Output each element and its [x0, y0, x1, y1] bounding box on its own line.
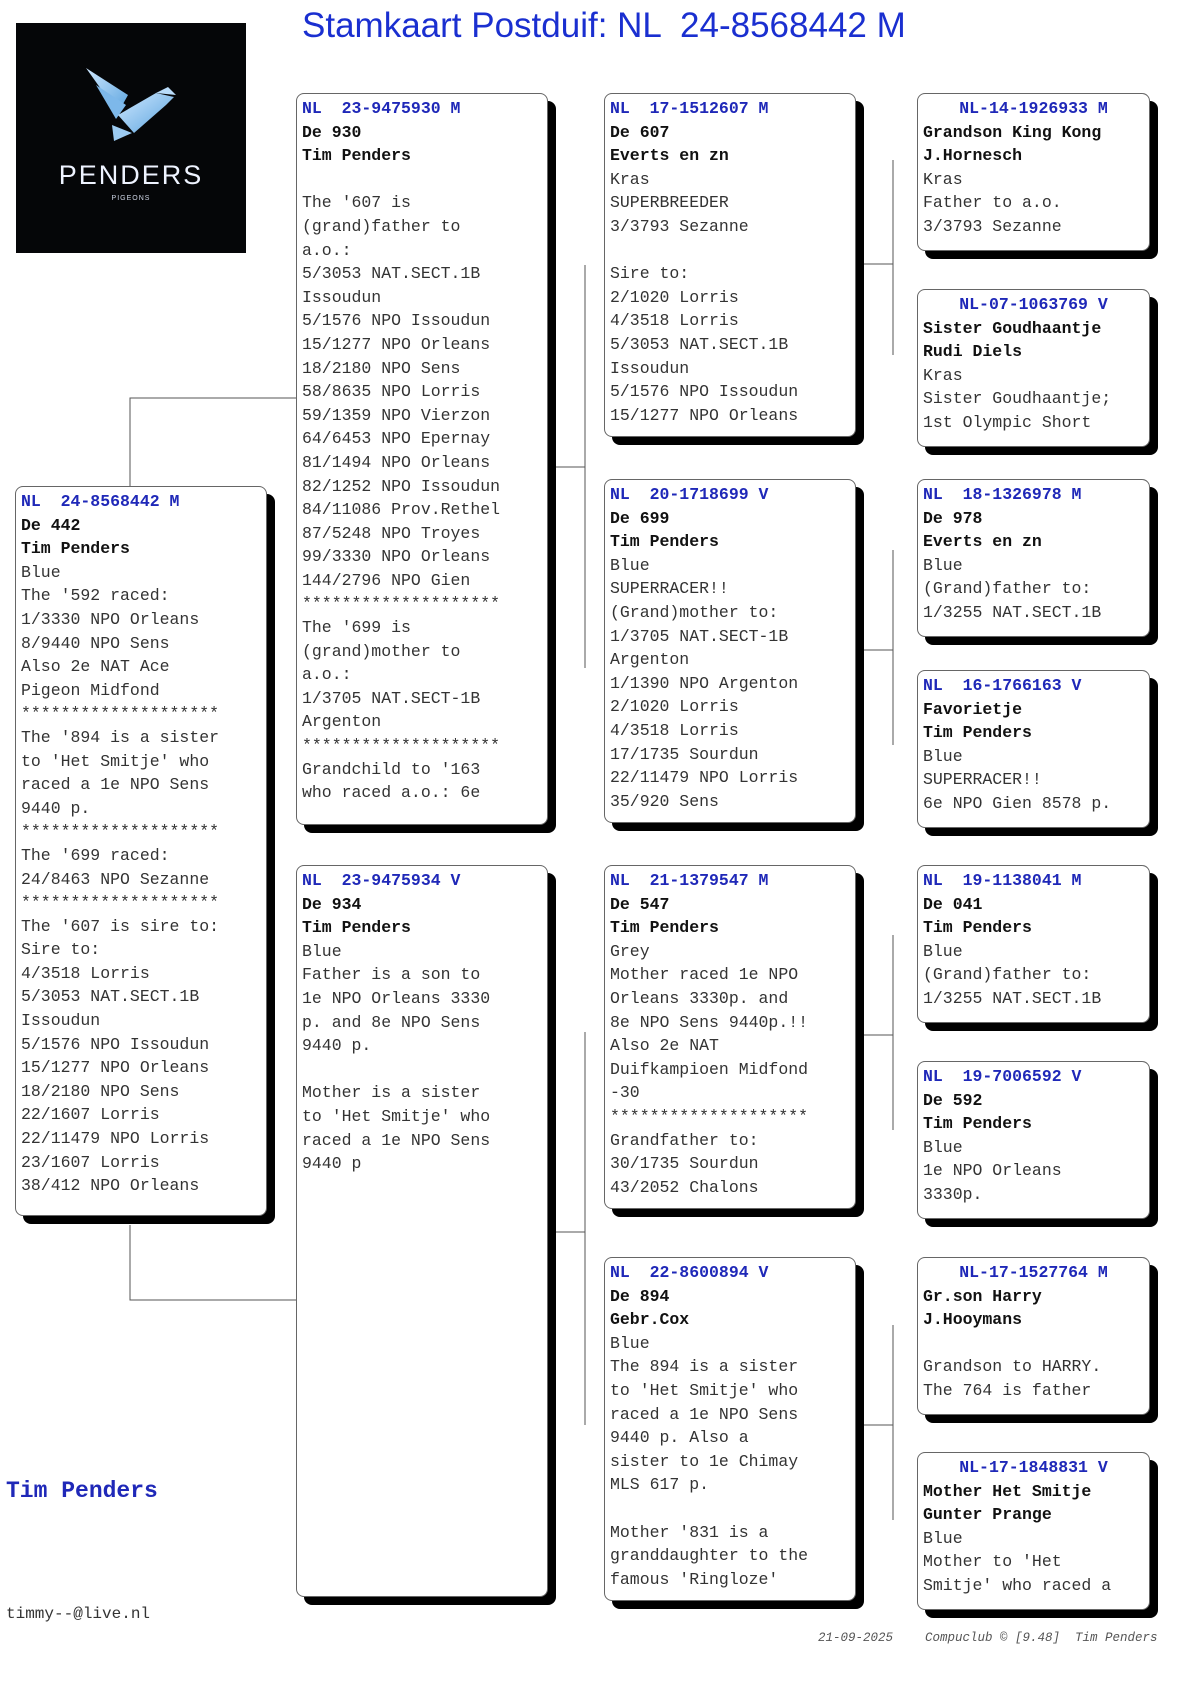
pigeon-name: De 934: [302, 894, 362, 914]
info-line: 1st Olympic Short: [923, 412, 1092, 432]
info-line: 64/6453 NPO Epernay: [302, 429, 491, 449]
pigeon-owner: Tim Penders: [302, 918, 411, 938]
info-line: (Grand)mother to:: [610, 602, 779, 622]
pigeon-name: De 930: [302, 122, 362, 142]
pigeon-owner: Everts en zn: [610, 146, 729, 166]
info-line: 2/1020 Lorris: [610, 287, 739, 307]
info-line: Father is a son to: [302, 965, 481, 985]
info-line: 1e NPO Orleans 3330: [302, 988, 491, 1008]
info-line: The '699 raced:: [21, 845, 170, 865]
info-line: Blue: [610, 555, 650, 575]
info-line: Mother is a sister: [302, 1083, 481, 1103]
info-line: 8/9440 NPO Sens: [21, 633, 170, 653]
info-line: who raced a.o.: 6e: [302, 783, 481, 803]
info-line: 5/1576 NPO Issoudun: [610, 382, 799, 402]
pigeon-card-sire: [296, 93, 548, 825]
info-line: Kras: [923, 169, 963, 189]
pigeon-card-sire-dam: [604, 479, 856, 823]
pigeon-owner: J.Hornesch: [923, 146, 1023, 166]
pigeon-name: Mother Het Smitje: [923, 1481, 1092, 1501]
info-line: ********************: [21, 822, 220, 842]
info-line: 17/1735 Sourdun: [610, 744, 759, 764]
pigeon-card-dam-sire: [604, 865, 856, 1209]
pigeon-card-dam-dam: [604, 1257, 856, 1601]
info-line: 82/1252 NPO Issoudun: [302, 476, 501, 496]
info-line: Sire to:: [21, 940, 101, 960]
info-line: Issoudun: [610, 358, 690, 378]
info-line: Kras: [610, 169, 650, 189]
info-line: SUPERBREEDER: [610, 193, 729, 213]
info-line: Sister Goudhaantje;: [923, 389, 1112, 409]
info-line: 84/11086 Prov.Rethel: [302, 500, 501, 520]
info-line: ********************: [21, 893, 220, 913]
info-line: (Grand)father to:: [923, 965, 1092, 985]
info-line: (grand)mother to: [302, 641, 461, 661]
info-line: Sire to:: [610, 264, 690, 284]
info-line: 1e NPO Orleans: [923, 1161, 1062, 1181]
ring-number: NL-17-1527764 M: [959, 1263, 1108, 1282]
info-line: Blue: [21, 562, 61, 582]
info-line: 4/3518 Lorris: [21, 963, 150, 983]
info-line: Father to a.o.: [923, 193, 1062, 213]
info-line: Argenton: [610, 650, 690, 670]
info-line: 59/1359 NPO Vierzon: [302, 405, 491, 425]
info-line: 9440 p.: [302, 1036, 372, 1056]
info-line: raced a 1e NPO Sens: [21, 775, 210, 795]
pigeon-name: De 041: [923, 894, 983, 914]
info-line: Blue: [923, 941, 963, 961]
owner-name: Tim Penders: [6, 1478, 158, 1504]
ring-number: NL 21-1379547 M: [610, 871, 769, 890]
info-line: 5/3053 NAT.SECT.1B: [610, 334, 789, 354]
info-line: 87/5248 NPO Troyes: [302, 523, 481, 543]
pigeon-name: De 442: [21, 515, 81, 535]
ring-number: NL 18-1326978 M: [923, 485, 1082, 504]
info-line: Issoudun: [21, 1011, 101, 1031]
info-line: 35/920 Sens: [610, 791, 719, 811]
pigeon-name: Favorietje: [923, 699, 1023, 719]
info-line: Blue: [302, 941, 342, 961]
info-line: The '607 is sire to:: [21, 916, 220, 936]
info-line: 43/2052 Chalons: [610, 1177, 759, 1197]
info-line: 1/3255 NAT.SECT.1B: [923, 602, 1102, 622]
info-line: ********************: [302, 736, 501, 756]
info-line: Blue: [923, 555, 963, 575]
info-line: Blue: [923, 1137, 963, 1157]
pigeon-owner: Gebr.Cox: [610, 1310, 690, 1330]
info-line: 9440 p. Also a: [610, 1428, 749, 1448]
pigeon-card-ss-sire: [917, 93, 1150, 251]
ring-number: NL 17-1512607 M: [610, 99, 769, 118]
info-line: (Grand)father to:: [923, 579, 1092, 599]
software-credit: Compuclub © [9.48] Tim Penders: [925, 1631, 1158, 1645]
pigeon-owner: Tim Penders: [923, 723, 1032, 743]
info-line: raced a 1e NPO Sens: [610, 1404, 799, 1424]
info-line: a.o.:: [302, 240, 352, 260]
info-line: a.o.:: [302, 665, 352, 685]
ring-number: NL 19-1138041 M: [923, 871, 1082, 890]
ring-number: NL 24-8568442 M: [21, 492, 180, 511]
info-line: 30/1735 Sourdun: [610, 1154, 759, 1174]
info-line: MLS 617 p.: [610, 1475, 710, 1495]
info-line: 24/8463 NPO Sezanne: [21, 869, 210, 889]
info-line: 3330p.: [923, 1184, 983, 1204]
pigeon-name: De 699: [610, 508, 670, 528]
info-line: Smitje' who raced a: [923, 1575, 1112, 1595]
pigeon-name: De 978: [923, 508, 983, 528]
info-line: granddaughter to the: [610, 1546, 809, 1566]
info-line: Orleans 3330p. and: [610, 988, 789, 1008]
info-line: 4/3518 Lorris: [610, 311, 739, 331]
info-line: [923, 1332, 1144, 1356]
info-line: (grand)father to: [302, 216, 461, 236]
info-line: Mother '831 is a: [610, 1522, 769, 1542]
info-line: SUPERRACER!!: [923, 770, 1042, 790]
info-line: 23/1607 Lorris: [21, 1152, 160, 1172]
pigeon-card-ss-dam: [917, 289, 1150, 447]
info-line: 3/3793 Sezanne: [610, 216, 749, 236]
ring-number: NL 23-9475934 V: [302, 871, 461, 890]
pigeon-card-ds-sire: [917, 865, 1150, 1023]
info-line: famous 'Ringloze': [610, 1569, 779, 1589]
info-line: The '607 is: [302, 193, 411, 213]
info-line: p. and 8e NPO Sens: [302, 1012, 481, 1032]
pigeon-owner: Tim Penders: [302, 146, 411, 166]
ring-number: NL 23-9475930 M: [302, 99, 461, 118]
info-line: 9440 p: [302, 1154, 362, 1174]
info-line: 22/11479 NPO Lorris: [21, 1129, 210, 1149]
page-title: Stamkaart Postduif: NL 24-8568442 M: [302, 6, 906, 45]
pigeon-card-sd-dam: [917, 670, 1150, 828]
info-line: 1/3255 NAT.SECT.1B: [923, 988, 1102, 1008]
pigeon-card-dd-sire: [917, 1257, 1150, 1415]
info-line: [610, 1497, 850, 1521]
pigeon-owner: J.Hooymans: [923, 1310, 1023, 1330]
pigeon-name: Sister Goudhaantje: [923, 318, 1102, 338]
pigeon-card-dam: [296, 865, 548, 1597]
info-line: Also 2e NAT Ace: [21, 657, 170, 677]
ring-number: NL 16-1766163 V: [923, 676, 1082, 695]
pigeon-name: Grandson King Kong: [923, 122, 1102, 142]
info-line: 22/11479 NPO Lorris: [610, 768, 799, 788]
pigeon-owner: Tim Penders: [923, 918, 1032, 938]
info-line: Mother raced 1e NPO: [610, 965, 799, 985]
pigeon-owner: Tim Penders: [610, 532, 719, 552]
info-line: 15/1277 NPO Orleans: [302, 334, 491, 354]
info-line: Kras: [923, 365, 963, 385]
info-line: The 894 is a sister: [610, 1357, 799, 1377]
info-line: ********************: [21, 704, 220, 724]
info-line: [302, 1058, 542, 1082]
pigeon-card-ds-dam: [917, 1061, 1150, 1219]
pigeon-owner: Tim Penders: [923, 1114, 1032, 1134]
pigeon-card-sire-sire: [604, 93, 856, 437]
info-line: Pigeon Midfond: [21, 680, 160, 700]
info-line: Duifkampioen Midfond: [610, 1059, 809, 1079]
info-line: 5/3053 NAT.SECT.1B: [21, 987, 200, 1007]
info-line: ********************: [610, 1106, 809, 1126]
info-line: 15/1277 NPO Orleans: [21, 1058, 210, 1078]
info-line: 1/3705 NAT.SECT-1B: [610, 626, 789, 646]
info-line: 81/1494 NPO Orleans: [302, 452, 491, 472]
pigeon-card-subject: [15, 486, 267, 1216]
info-line: 4/3518 Lorris: [610, 720, 739, 740]
info-line: 5/3053 NAT.SECT.1B: [302, 264, 481, 284]
pigeon-owner: Gunter Prange: [923, 1505, 1052, 1525]
info-line: 1/1390 NPO Argenton: [610, 673, 799, 693]
owner-email: timmy--@live.nl: [6, 1605, 151, 1623]
ring-number: NL-07-1063769 V: [959, 295, 1108, 314]
info-line: Blue: [923, 746, 963, 766]
info-line: The '592 raced:: [21, 586, 170, 606]
ring-number: NL 19-7006592 V: [923, 1067, 1082, 1086]
info-line: 9440 p.: [21, 798, 91, 818]
info-line: 18/2180 NPO Sens: [21, 1081, 180, 1101]
logo-name: PENDERS: [58, 160, 204, 190]
info-line: 2/1020 Lorris: [610, 697, 739, 717]
info-line: The 764 is father: [923, 1380, 1092, 1400]
info-line: 3/3793 Sezanne: [923, 216, 1062, 236]
info-line: 1/3705 NAT.SECT-1B: [302, 688, 481, 708]
info-line: Mother to 'Het: [923, 1552, 1062, 1572]
pigeon-name: De 592: [923, 1090, 983, 1110]
info-line: [302, 168, 542, 192]
pigeon-owner: Tim Penders: [610, 918, 719, 938]
pigeon-name: De 547: [610, 894, 670, 914]
info-line: Argenton: [302, 712, 382, 732]
info-line: 5/1576 NPO Issoudun: [21, 1034, 210, 1054]
logo-subtitle: PIGEONS: [111, 195, 151, 202]
ring-number: NL-14-1926933 M: [959, 99, 1108, 118]
pigeon-owner: Everts en zn: [923, 532, 1042, 552]
info-line: sister to 1e Chimay: [610, 1451, 799, 1471]
info-line: 8e NPO Sens 9440p.!!: [610, 1012, 809, 1032]
info-line: 18/2180 NPO Sens: [302, 358, 461, 378]
pigeon-card-sd-sire: [917, 479, 1150, 637]
info-line: 6e NPO Gien 8578 p.: [923, 793, 1112, 813]
info-line: Grandson to HARRY.: [923, 1357, 1102, 1377]
info-line: ********************: [302, 594, 501, 614]
info-line: 15/1277 NPO Orleans: [610, 405, 799, 425]
pigeon-name: De 607: [610, 122, 670, 142]
info-line: Grandfather to:: [610, 1130, 759, 1150]
info-line: Grandchild to '163: [302, 759, 481, 779]
info-line: SUPERRACER!!: [610, 579, 729, 599]
pigeon-owner: Rudi Diels: [923, 342, 1023, 362]
info-line: to 'Het Smitje' who: [302, 1106, 491, 1126]
pigeon-card-dd-dam: [917, 1452, 1150, 1610]
info-line: The '894 is a sister: [21, 727, 220, 747]
info-line: Blue: [923, 1528, 963, 1548]
print-date: 21-09-2025: [818, 1631, 894, 1645]
info-line: 22/1607 Lorris: [21, 1105, 160, 1125]
info-line: Blue: [610, 1333, 650, 1353]
info-line: Grey: [610, 941, 650, 961]
info-line: 58/8635 NPO Lorris: [302, 382, 481, 402]
info-line: 38/412 NPO Orleans: [21, 1176, 200, 1196]
info-line: 144/2796 NPO Gien: [302, 570, 471, 590]
ring-number: NL 20-1718699 V: [610, 485, 769, 504]
info-line: raced a 1e NPO Sens: [302, 1130, 491, 1150]
info-line: to 'Het Smitje' who: [610, 1380, 799, 1400]
info-line: The '699 is: [302, 618, 411, 638]
ring-number: NL 22-8600894 V: [610, 1263, 769, 1282]
info-line: 5/1576 NPO Issoudun: [302, 311, 491, 331]
info-line: 99/3330 NPO Orleans: [302, 547, 491, 567]
info-line: -30: [610, 1083, 640, 1103]
info-line: [610, 239, 850, 263]
info-line: 1/3330 NPO Orleans: [21, 609, 200, 629]
pigeon-owner: Tim Penders: [21, 539, 130, 559]
ring-number: NL-17-1848831 V: [959, 1458, 1108, 1477]
info-line: Issoudun: [302, 287, 382, 307]
pigeon-name: De 894: [610, 1286, 670, 1306]
info-line: Also 2e NAT: [610, 1036, 719, 1056]
pigeon-name: Gr.son Harry: [923, 1286, 1042, 1306]
info-line: to 'Het Smitje' who: [21, 751, 210, 771]
